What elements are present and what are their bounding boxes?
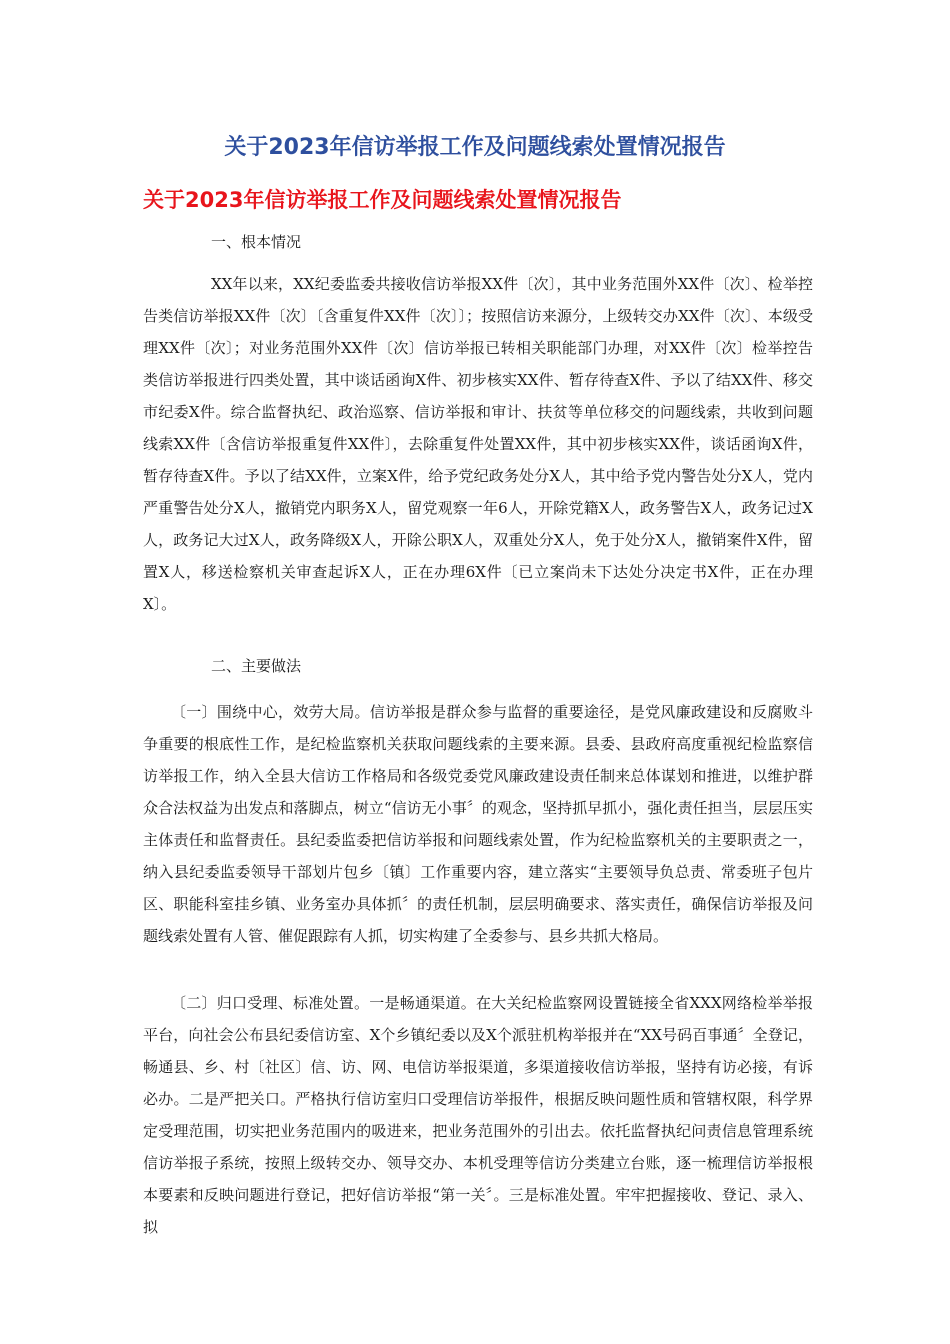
document-title: 关于2023年信访举报工作及问题线索处置情况报告 — [224, 135, 726, 160]
paragraph-basic: XX年以来，XX纪委监委共接收信访举报XX件〔次〕，其中业务范围外XX件〔次〕、检举控告类信访举报XX件〔次〕〔含重复件XX件〔次〕〕；按照信访来源分，上级转交办XX件〔次〕、本级受理XX件〔次〕；对业务范围外XX件〔次〕信访举报已转相关职能部门办理，对XX件〔次〕检举控告类信访举报进行四类处置，其中谈话函询X件、初步核实XX件、暂存待查X件、予以了结XX件、移交市纪委X件。综合监督执纪、政治巡察、信访举报和审计、扶贫等单位移交的问题线索，共收到问题线索XX件〔含信访举报重复件XX件〕，去除重复件处置XX件，其中初步核实XX件，谈话函询X件，暂存待查X件。予以了结XX件，立案X件，给予党纪政务处分X人，其中给予党内警告处分X人，党内严重警告处分X人，撤销党内职务X人，留党观察一年6人，开除党籍X人，政务警告X人，政务记过X人，政务记大过X人，政务降级X人，开除公职X人，双重处分X人，免于处分X人，撤销案件X件，留置X人，移送检察机关审查起诉X人，正在办理6X件〔已立案尚未下达处分决定书X件，正在办理X〕。 — [143, 275, 813, 613]
section-heading-methods: 二、主要做法 — [211, 657, 302, 675]
section-heading-basic: 一、根本情况 — [211, 233, 302, 251]
document-subtitle: 关于2023年信访举报工作及问题线索处置情况报告 — [143, 188, 622, 212]
paragraph-methods-1: 〔一〕围绕中心，效劳大局。信访举报是群众参与监督的重要途径，是党风廉政建设和反腐败斗争重要的根底性工作，是纪检监察机关获取问题线索的主要来源。县委、县政府高度重视纪检监察信访举报工作，纳入全县大信访工作格局和各级党委党风廉政建设责任制来总体谋划和推进，以维护群众合法权益为出发点和落脚点，树立“信访无小事〞的观念，坚持抓早抓小，强化责任担当，层层压实主体责任和监督责任。县纪委监委把信访举报和问题线索处置，作为纪检监察机关的主要职责之一，纳入县纪委监委领导干部划片包乡〔镇〕工作重要内容，建立落实“主要领导负总责、常委班子包片区、职能科室挂乡镇、业务室办具体抓〞的责任机制，层层明确要求、落实责任，确保信访举报及问题线索处置有人管、催促跟踪有人抓，切实构建了全委参与、县乡共抓大格局。 — [143, 703, 813, 945]
paragraph-methods-2: 〔二〕归口受理、标准处置。一是畅通渠道。在大关纪检监察网设置链接全省XXX网络检举举报平台，向社会公布县纪委信访室、X个乡镇纪委以及X个派驻机构举报并在“XX号码百事通〞全登记，畅通县、乡、村〔社区〕信、访、网、电信访举报渠道，多渠道接收信访举报，坚持有访必接，有诉必办。二是严把关口。严格执行信访室归口受理信访举报件，根据反映问题性质和管辖权限，科学界定受理范围，切实把业务范围内的吸进来，把业务范围外的引出去。依托监督执纪问责信息管理系统信访举报子系统，按照上级转交办、领导交办、本机受理等信访分类建立台账，逐一梳理信访举报根本要素和反映问题进行登记，把好信访举报“第一关〞。三是标准处置。牢牢把握接收、登记、录入、拟 — [143, 994, 813, 1236]
